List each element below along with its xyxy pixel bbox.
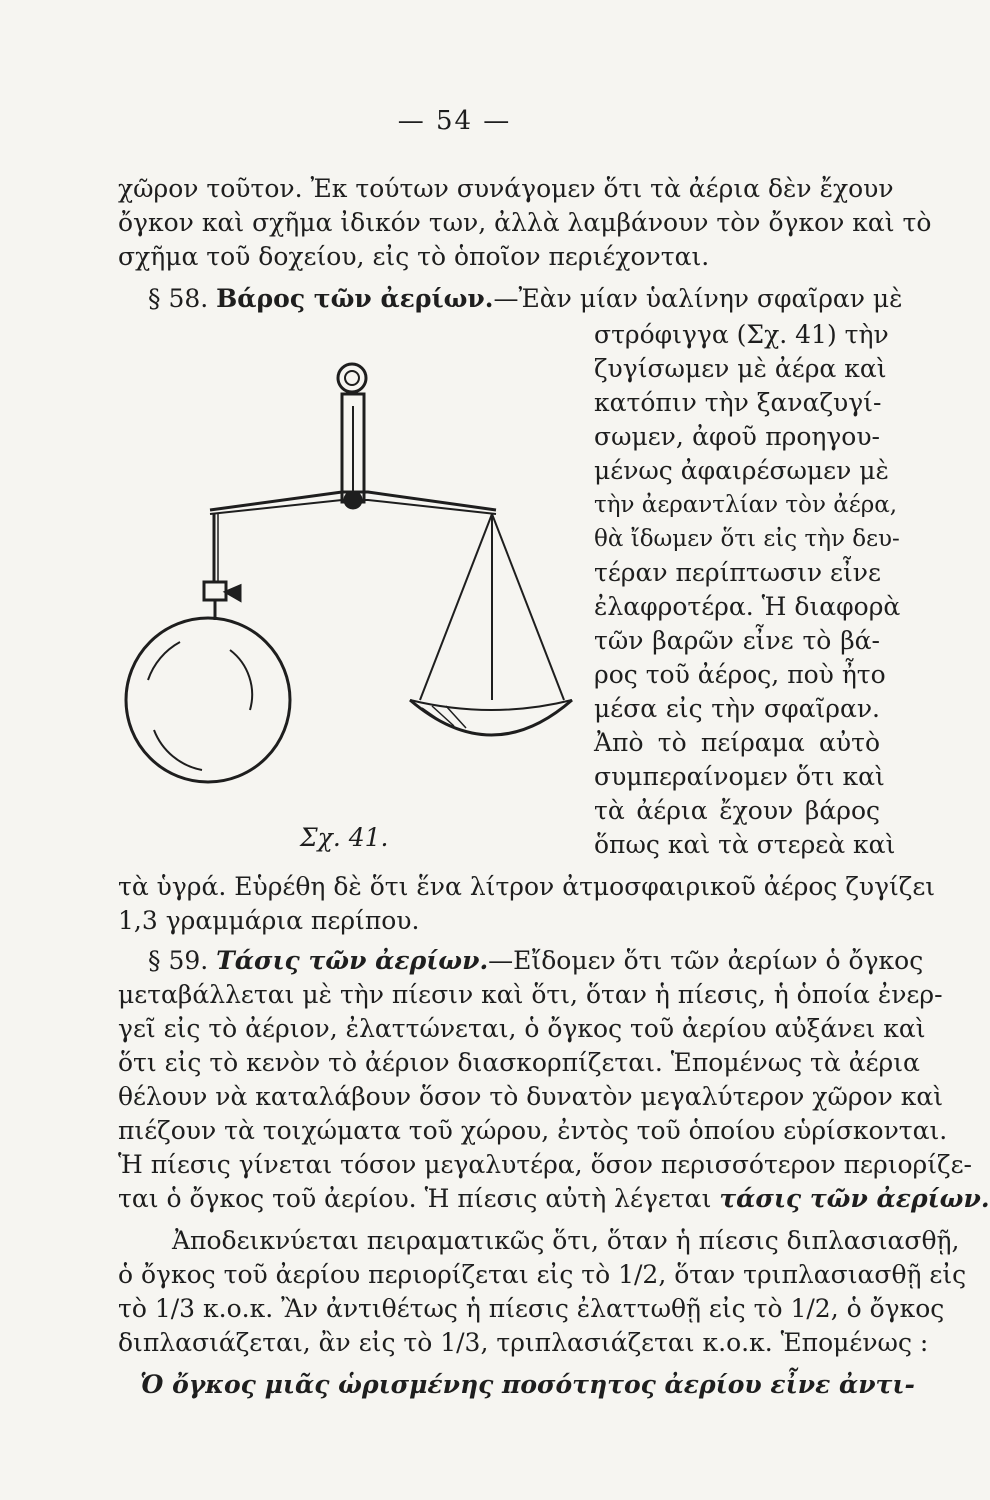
text-line-with-term	[118, 1182, 990, 1216]
text-line: τὸ 1/3 κ.ο.κ. Ἂν ἀντιθέτως ἡ πίεσις ἐλαττωθῇ εἰς τὸ 1/2, ὁ ὄγκος	[118, 1294, 945, 1323]
section-59-number: § 59.	[148, 946, 209, 975]
figure-caption: Σχ. 41.	[300, 823, 389, 852]
law-statement: Ὁ ὄγκος μιᾶς ὡρισμένης ποσότητος ἀερίου εἶνε ἀντι-	[140, 1370, 915, 1399]
text-line: θέλουν νὰ καταλάβουν ὅσον τὸ δυνατὸν μεγαλύτερον χῶρον καὶ	[118, 1082, 944, 1111]
narrow-line: τὰ ἀέρια ἔχουν βάρος	[594, 796, 880, 825]
narrow-line: ρος τοῦ ἀέρος, ποὺ ἦτο	[594, 660, 886, 689]
text-line: χῶρον τοῦτον. Ἐκ τούτων συνάγομεν ὅτι τὰ ἀέρια δὲν ἔχουν	[118, 174, 894, 203]
section-59-title: Τάσις τῶν ἀερίων.	[216, 946, 489, 975]
page-number: — 54 —	[397, 106, 512, 136]
narrow-line: τέραν περίπτωσιν εἶνε	[594, 558, 881, 587]
narrow-line: ζυγίσωμεν μὲ ἀέρα καὶ	[594, 354, 887, 383]
text-line: 1,3 γραμμάρια περίπου.	[118, 906, 420, 935]
narrow-line: στρόφιγγα (Σχ. 41) τὴν	[594, 320, 889, 349]
section-58-text: —Ἐὰν μίαν ὑαλίνην σφαῖραν μὲ	[493, 284, 903, 313]
section-58-number: § 58.	[148, 284, 209, 313]
text-line: τὰ ὑγρά. Εὑρέθη δὲ ὅτι ἕνα λίτρον ἀτμοσφαιρικοῦ ἀέρος ζυγίζει	[118, 872, 936, 901]
section-58-heading	[148, 282, 903, 316]
text-line: διπλασιάζεται, ἂν εἰς τὸ 1/3, τριπλασιάζεται κ.ο.κ. Ἑπομένως :	[118, 1328, 929, 1357]
text-line: μεταβάλλεται μὲ τὴν πίεσιν καὶ ὅτι, ὅταν ἡ πίεσις, ἡ ὁποία ἐνερ-	[118, 980, 943, 1009]
narrow-line: συμπεραίνομεν ὅτι καὶ	[594, 762, 885, 791]
section-58-title: Βάρος τῶν ἀερίων.	[216, 284, 494, 313]
balance-scale-figure	[110, 350, 590, 830]
narrow-line: ὅπως καὶ τὰ στερεὰ καὶ	[594, 830, 896, 859]
narrow-line: ἐλαφροτέρα. Ἡ διαφορὰ	[594, 592, 901, 621]
text-line: ὄγκον καὶ σχῆμα ἰδικόν των, ἀλλὰ λαμβάνουν τὸν ὄγκον καὶ τὸ	[118, 208, 932, 237]
text-line: γεῖ εἰς τὸ ἀέριον, ἐλαττώνεται, ὁ ὄγκος τοῦ ἀερίου αὐξάνει καὶ	[118, 1014, 926, 1043]
narrow-line: Ἀπὸ τὸ πείραμα αὐτὸ	[594, 728, 880, 757]
text-fragment: ται ὁ ὄγκος τοῦ ἀερίου. Ἡ πίεσις αὐτὴ λέγεται	[118, 1184, 712, 1213]
section-59-heading	[148, 944, 924, 978]
narrow-line: σωμεν, ἀφοῦ προηγου-	[594, 422, 880, 451]
text-line: ὁ ὄγκος τοῦ ἀερίου περιορίζεται εἰς τὸ 1/2, ὅταν τριπλασιασθῇ εἰς	[118, 1260, 967, 1289]
narrow-line: τὴν ἀεραντλίαν τὸν ἀέρα,	[594, 492, 898, 518]
narrow-line: μένως ἀφαιρέσωμεν μὲ	[594, 456, 889, 485]
suspension-ring	[338, 364, 366, 392]
glass-sphere	[126, 618, 290, 782]
narrow-line: μέσα εἰς τὴν σφαῖραν.	[594, 694, 880, 723]
text-line: πιέζουν τὰ τοιχώματα τοῦ χώρου, ἐντὸς τοῦ ὁποίου εὑρίσκονται.	[118, 1116, 948, 1145]
text-line: Ἀποδεικνύεται πειραματικῶς ὅτι, ὅταν ἡ πίεσις διπλασιασθῇ,	[172, 1226, 960, 1255]
narrow-line: θὰ ἴδωμεν ὅτι εἰς τὴν δευ-	[594, 526, 900, 552]
section-59-text: —Εἴδομεν ὅτι τῶν ἀερίων ὁ ὄγκος	[488, 946, 924, 975]
narrow-line: τῶν βαρῶν εἶνε τὸ βά-	[594, 626, 880, 655]
text-line: σχῆμα τοῦ δοχείου, εἰς τὸ ὁποῖον περιέχονται.	[118, 242, 710, 271]
text-line: Ἡ πίεσις γίνεται τόσον μεγαλυτέρα, ὅσον περισσότερον περιορίζε-	[118, 1150, 973, 1179]
term-tasis: τάσις τῶν ἀερίων.	[719, 1184, 990, 1213]
narrow-line: κατόπιν τὴν ξαναζυγί-	[594, 388, 882, 417]
text-line: ὅτι εἰς τὸ κενὸν τὸ ἀέριον διασκορπίζεται. Ἑπομένως τὰ ἀέρια	[118, 1048, 920, 1077]
